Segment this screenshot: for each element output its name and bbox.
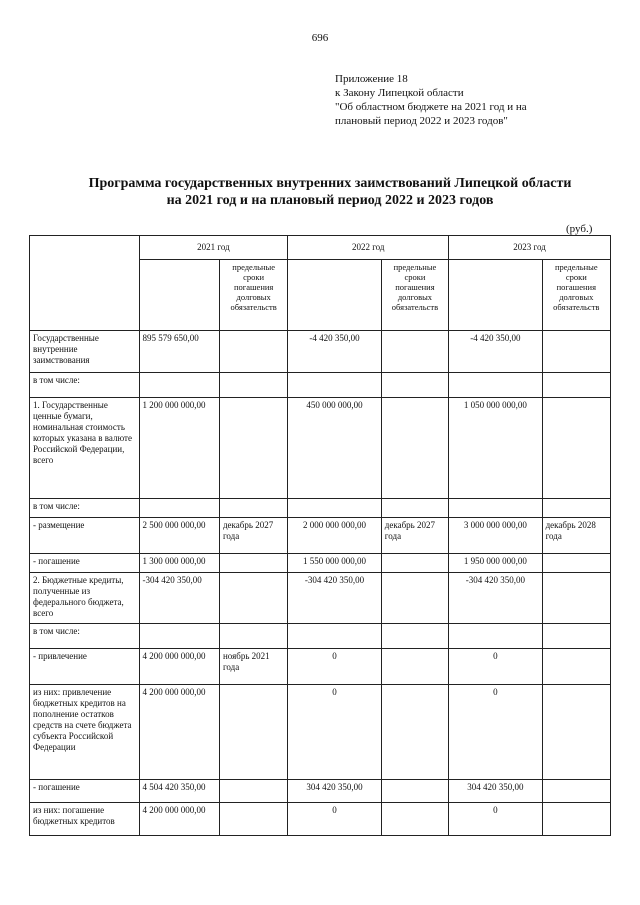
term-cell bbox=[219, 373, 287, 398]
term-cell bbox=[219, 780, 287, 803]
amount-cell bbox=[139, 373, 219, 398]
row-label: в том числе: bbox=[30, 624, 140, 649]
term-cell bbox=[542, 803, 610, 836]
row-label: 2. Бюджетные кредиты, полученные из федерального бюджета, всего bbox=[30, 573, 140, 624]
term-cell bbox=[542, 780, 610, 803]
amount-cell: 1 300 000 000,00 bbox=[139, 554, 219, 573]
table-row bbox=[30, 685, 611, 780]
term-cell: ноябрь 2021 года bbox=[219, 649, 287, 685]
appendix-line: плановый период 2022 и 2023 годов" bbox=[335, 115, 508, 127]
amount-cell: -4 420 350,00 bbox=[288, 331, 381, 373]
row-label: - погашение bbox=[30, 780, 140, 803]
term-cell bbox=[381, 331, 448, 373]
term-cell bbox=[381, 685, 448, 780]
row-label: из них: привлечение бюджетных кредитов на пополнение остатков средств на счете бюджета субъекта Российской Федерации bbox=[30, 685, 140, 780]
borrowing-program-table bbox=[29, 235, 611, 836]
year-header-row bbox=[30, 236, 611, 260]
amount-cell: 0 bbox=[449, 685, 542, 780]
row-label: - погашение bbox=[30, 554, 140, 573]
term-cell bbox=[381, 373, 448, 398]
term-cell bbox=[542, 398, 610, 499]
amount-cell: 3 000 000 000,00 bbox=[449, 518, 542, 554]
table-row bbox=[30, 803, 611, 836]
term-cell bbox=[542, 649, 610, 685]
document-title-line: на 2021 год и на плановый период 2022 и 2023 годов bbox=[166, 193, 494, 208]
amount-cell: 1 550 000 000,00 bbox=[288, 554, 381, 573]
amount-cell: 304 420 350,00 bbox=[449, 780, 542, 803]
table-row bbox=[30, 499, 611, 518]
amount-cell: -4 420 350,00 bbox=[449, 331, 542, 373]
year-header: 2022 год bbox=[288, 236, 449, 260]
amount-cell: 0 bbox=[288, 803, 381, 836]
row-label: - привлечение bbox=[30, 649, 140, 685]
amount-cell: -304 420 350,00 bbox=[139, 573, 219, 624]
amount-cell: 1 050 000 000,00 bbox=[449, 398, 542, 499]
term-cell bbox=[381, 624, 448, 649]
amount-cell: 4 200 000 000,00 bbox=[139, 803, 219, 836]
term-cell bbox=[381, 554, 448, 573]
row-label: - размещение bbox=[30, 518, 140, 554]
term-cell: декабрь 2027 года bbox=[219, 518, 287, 554]
term-cell bbox=[219, 624, 287, 649]
term-cell: декабрь 2028 года bbox=[542, 518, 610, 554]
header-blank-cell bbox=[30, 236, 140, 331]
amount-cell bbox=[288, 499, 381, 518]
year-header: 2023 год bbox=[449, 236, 611, 260]
amount-cell: 4 200 000 000,00 bbox=[139, 685, 219, 780]
amount-cell bbox=[288, 373, 381, 398]
table-row bbox=[30, 624, 611, 649]
amount-header-cell bbox=[139, 260, 219, 331]
amount-cell: 4 504 420 350,00 bbox=[139, 780, 219, 803]
term-cell bbox=[219, 398, 287, 499]
term-cell bbox=[381, 398, 448, 499]
term-cell bbox=[219, 499, 287, 518]
unit-label: (руб.) bbox=[566, 223, 593, 235]
row-label: 1. Государственные ценные бумаги, номинальная стоимость которых указана в валюте Российской Федерации, всего bbox=[30, 398, 140, 499]
amount-cell bbox=[449, 499, 542, 518]
amount-cell: 1 950 000 000,00 bbox=[449, 554, 542, 573]
term-cell bbox=[381, 499, 448, 518]
amount-header-cell bbox=[449, 260, 542, 331]
row-label: Государственные внутренние заимствования bbox=[30, 331, 140, 373]
term-cell bbox=[219, 685, 287, 780]
amount-cell bbox=[449, 624, 542, 649]
term-cell bbox=[542, 554, 610, 573]
term-header: предельные сроки погашения долговых обязательств bbox=[381, 260, 448, 331]
appendix-note bbox=[335, 72, 527, 128]
term-cell bbox=[381, 803, 448, 836]
term-cell bbox=[219, 554, 287, 573]
term-header: предельные сроки погашения долговых обязательств bbox=[542, 260, 610, 331]
amount-cell: 895 579 650,00 bbox=[139, 331, 219, 373]
row-label: в том числе: bbox=[30, 373, 140, 398]
table-row bbox=[30, 780, 611, 803]
page-number: 696 bbox=[311, 32, 329, 44]
amount-cell: 4 200 000 000,00 bbox=[139, 649, 219, 685]
amount-cell bbox=[449, 373, 542, 398]
amount-cell: 2 000 000 000,00 bbox=[288, 518, 381, 554]
table-row bbox=[30, 554, 611, 573]
amount-cell: -304 420 350,00 bbox=[288, 573, 381, 624]
term-cell bbox=[219, 331, 287, 373]
appendix-line: к Закону Липецкой области bbox=[335, 87, 464, 99]
term-cell: декабрь 2027 года bbox=[381, 518, 448, 554]
appendix-line: "Об областном бюджете на 2021 год и на bbox=[335, 101, 527, 113]
row-label: из них: погашение бюджетных кредитов bbox=[30, 803, 140, 836]
table-row bbox=[30, 518, 611, 554]
document-title-line: Программа государственных внутренних заимствований Липецкой области bbox=[88, 176, 572, 191]
term-cell bbox=[542, 685, 610, 780]
amount-cell bbox=[288, 624, 381, 649]
term-cell bbox=[219, 803, 287, 836]
term-cell bbox=[542, 624, 610, 649]
amount-cell bbox=[139, 624, 219, 649]
term-cell bbox=[542, 331, 610, 373]
amount-cell: 0 bbox=[288, 649, 381, 685]
appendix-line: Приложение 18 bbox=[335, 73, 408, 85]
term-cell bbox=[381, 573, 448, 624]
term-cell bbox=[542, 373, 610, 398]
table-row bbox=[30, 649, 611, 685]
year-header: 2021 год bbox=[139, 236, 288, 260]
row-label: в том числе: bbox=[30, 499, 140, 518]
term-cell bbox=[219, 573, 287, 624]
term-cell bbox=[542, 573, 610, 624]
amount-cell: 0 bbox=[288, 685, 381, 780]
amount-cell: 304 420 350,00 bbox=[288, 780, 381, 803]
amount-cell: 2 500 000 000,00 bbox=[139, 518, 219, 554]
table-row bbox=[30, 398, 611, 499]
document-title bbox=[40, 175, 620, 209]
amount-cell bbox=[139, 499, 219, 518]
amount-header-cell bbox=[288, 260, 381, 331]
term-cell bbox=[381, 780, 448, 803]
amount-cell: 1 200 000 000,00 bbox=[139, 398, 219, 499]
amount-cell: 0 bbox=[449, 649, 542, 685]
table-row bbox=[30, 373, 611, 398]
amount-cell: 0 bbox=[449, 803, 542, 836]
term-cell bbox=[542, 499, 610, 518]
table-row bbox=[30, 331, 611, 373]
table-row bbox=[30, 573, 611, 624]
term-header: предельные сроки погашения долговых обязательств bbox=[219, 260, 287, 331]
amount-cell: 450 000 000,00 bbox=[288, 398, 381, 499]
term-cell bbox=[381, 649, 448, 685]
amount-cell: -304 420 350,00 bbox=[449, 573, 542, 624]
